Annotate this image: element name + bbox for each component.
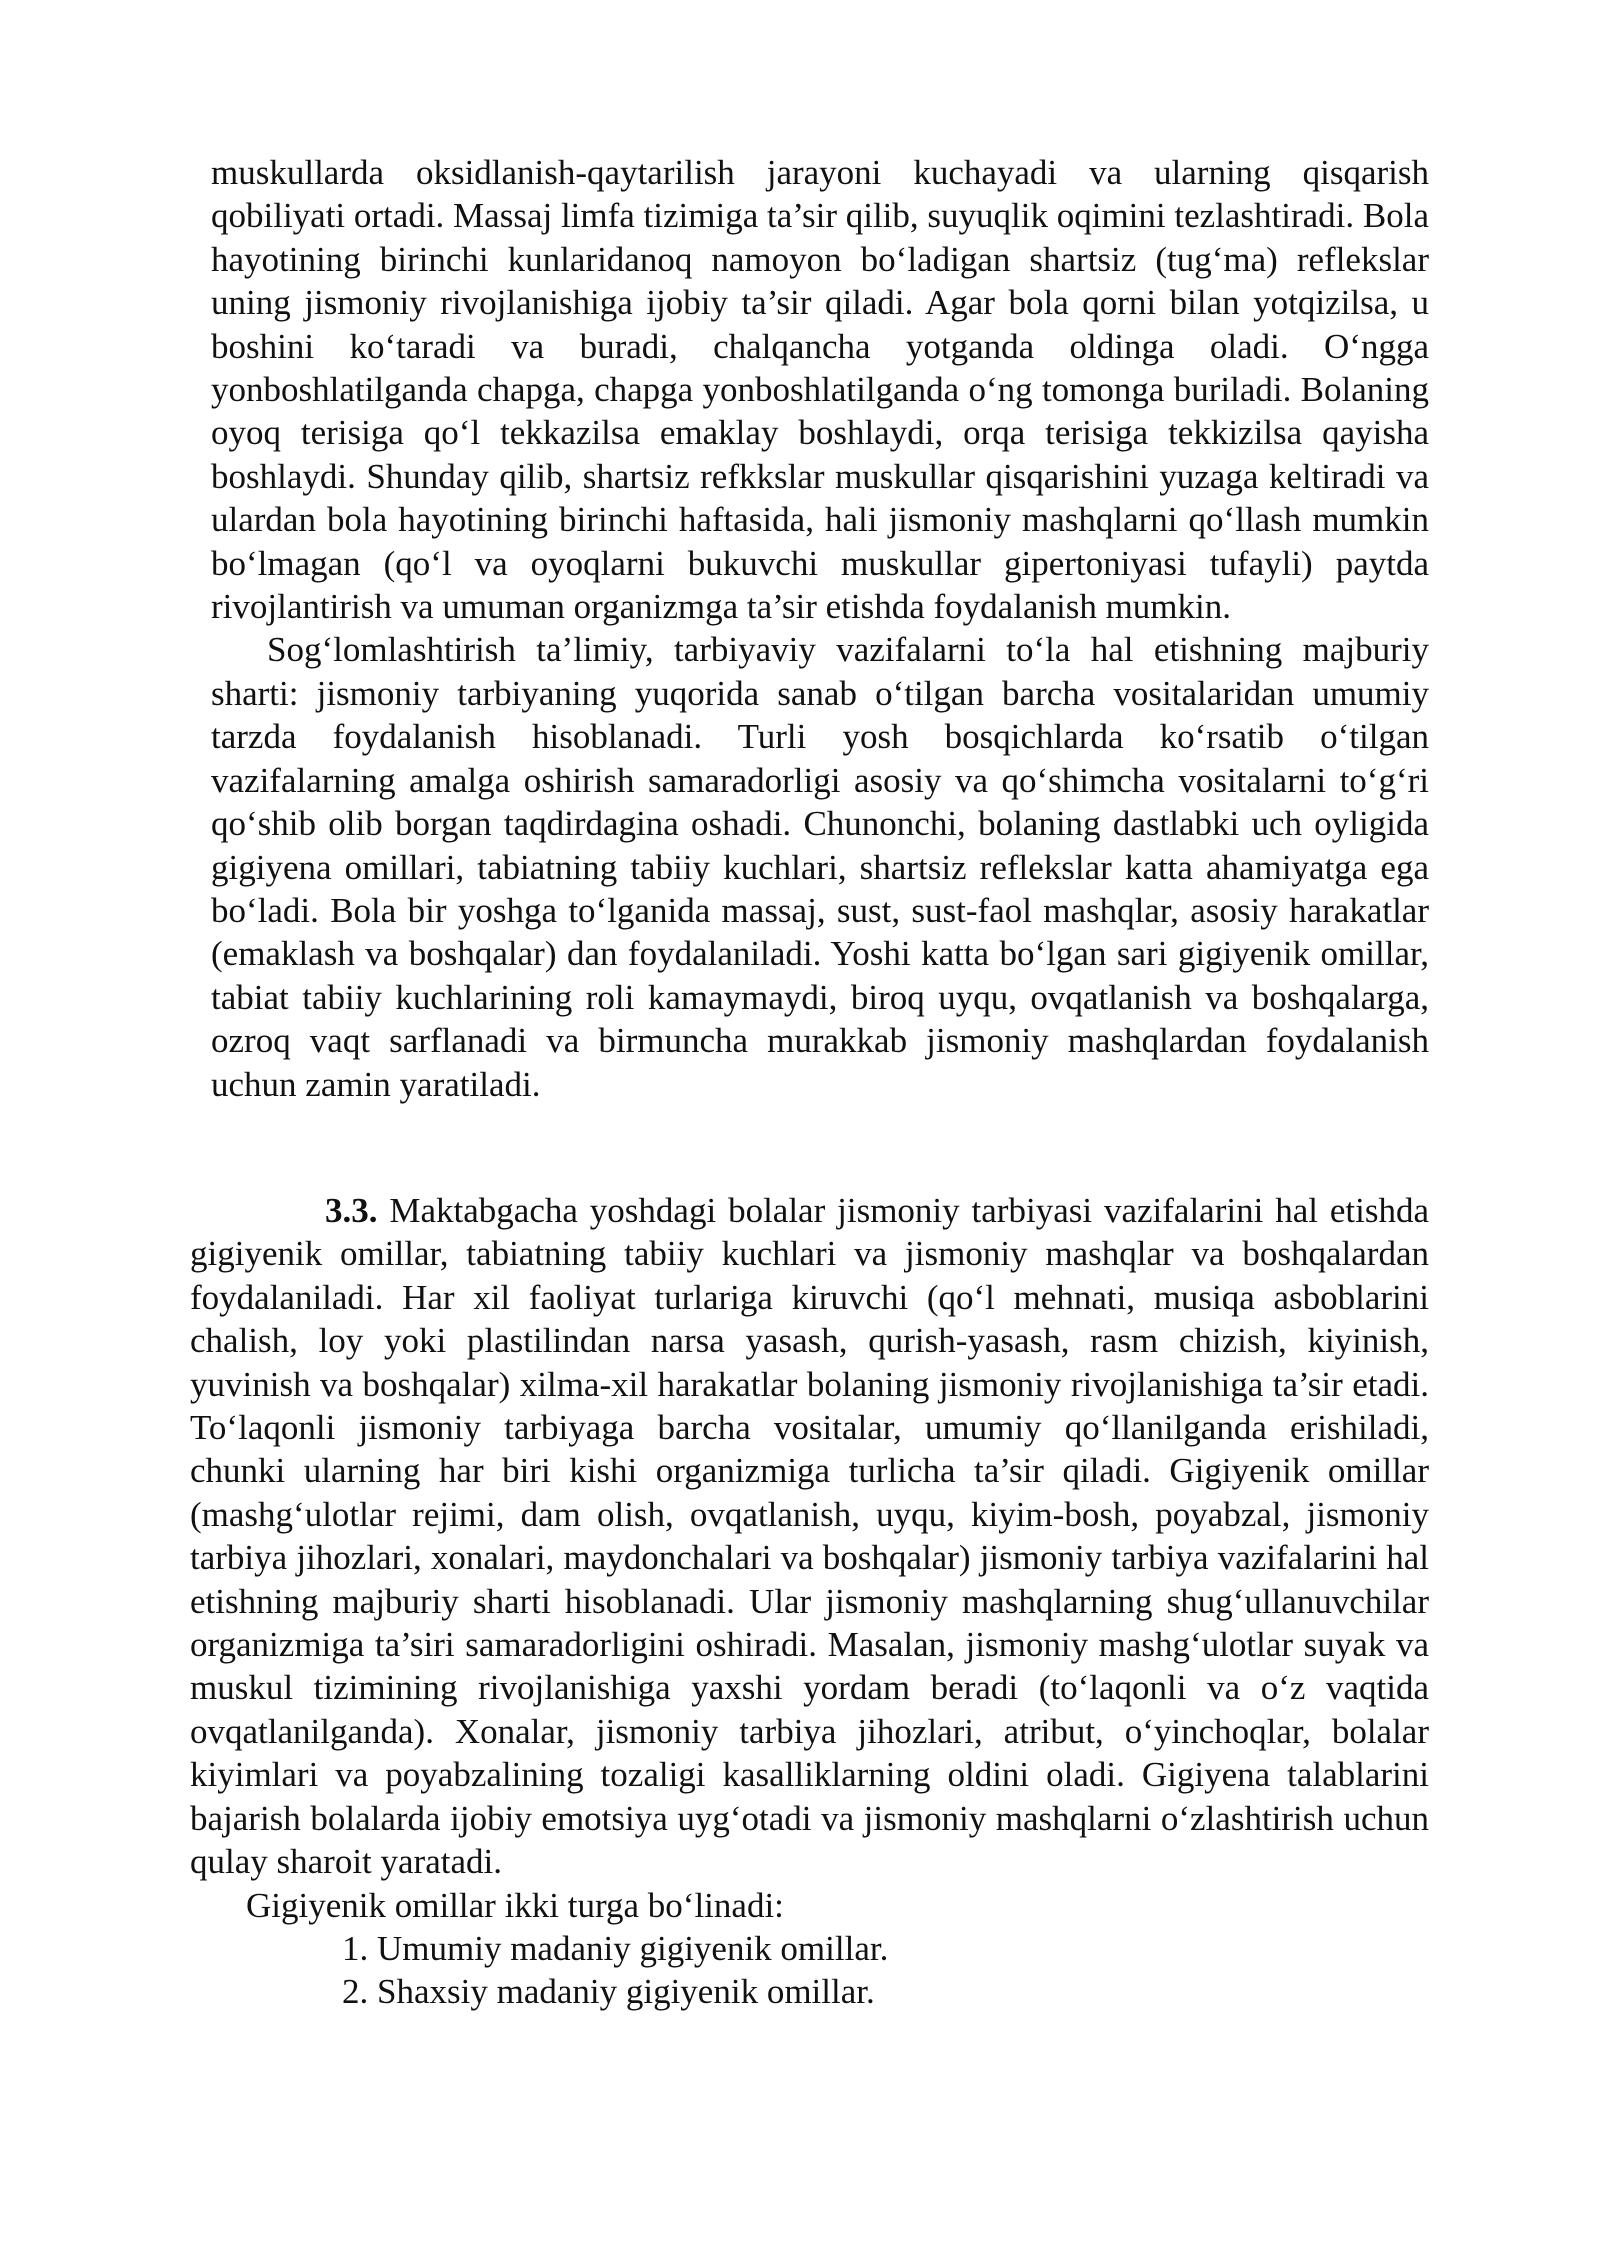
list-item: 2. Shaxsiy madaniy gigiyenik omillar. — [342, 1972, 875, 2012]
section-3-3-block — [190, 1189, 1429, 2014]
paragraph-reflexes: muskullarda oksidlanish-qaytarilish jarayoni kuchayadi va ularning qisqarish qobiliyati ortadi. Massaj limfa tizimiga ta’sir qilib, suyuqlik oqimini tezlashtiradi. Bola hayotining birinchi kunlaridanoq namoyon bo‘ladigan shartsiz (tug‘ma) reflekslar uning jismoniy rivojlanishiga ijobiy ta’sir qiladi. Agar bola qorni bilan yotqizilsa, u boshini ko‘taradi va buradi, chalqancha yotganda oldinga oladi. O‘ngga yonboshlatilganda chapga, chapga yonboshlatilganda o‘ng tomonga buriladi. Bolaning oyoq terisiga qo‘l tekkazilsa emaklay boshlaydi, orqa terisiga tekkizilsa qayisha boshlaydi. Shunday qilib, shartsiz refkkslar muskullar qisqarishini yuzaga keltiradi va ulardan bola hayotining birinchi haftasida, hali jismoniy mashqlarni qo‘llash mumkin bo‘lmagan (qo‘l va oyoqlarni bukuvchi muskullar gipertoniyasi tufayli) paytda rivojlantirish va umuman organizmga ta’sir etishda foydalanish mumkin. — [211, 153, 1430, 627]
list-intro: Gigiyenik omillar ikki turga bo‘linadi: — [246, 1885, 784, 1925]
section-3-3-text: Maktabgacha yoshdagi bolalar jismoniy tarbiyasi vazifalarini hal etishda gigiyenik omillar, tabiatning tabiiy kuchlari va jismoniy mashqlar va boshqalardan foydalaniladi. Har xil faoliyat turlariga kiruvchi (qo‘l mehnati, musiqa asboblarini chalish, loy yoki plastilindan narsa yasash, qurish-yasash, rasm chizish, kiyinish, yuvinish va boshqalar) xilma-xil harakatlar bolaning jismoniy rivojlanishiga ta’sir etadi. To‘laqonli jismoniy tarbiyaga barcha vositalar, umumiy qo‘llanilganda erishiladi, chunki ularning har biri kishi organizmiga turlicha ta’sir qiladi. Gigiyenik omillar (mashg‘ulotlar rejimi, dam olish, ovqatlanish, uyqu, kiyim-bosh, poyabzal, jismoniy tarbiya jihozlari, xonalari, maydonchalari va boshqalar) jismoniy tarbiya vazifalarini hal etishning majburiy sharti hisoblanadi. Ular jismoniy mashqlarning shug‘ullanuvchilar organizmiga ta’siri samaradorligini oshiradi. Masalan, jismoniy mashg‘ulotlar suyak va muskul tizimining rivojlanishiga yaxshi yordam beradi (to‘laqonli va o‘z vaqtida ovqatlanilganda). Xonalar, jismoniy tarbiya jihozlari, atribut, o‘yinchoqlar, bolalar kiyimlari va poyabzalining tozaligi kasalliklarning oldini oladi. Gigiyena talablarini bajarish bolalarda ijobiy emotsiya uyg‘otadi va jismoniy mashqlarni o‘zlashtirish uchun qulay sharoit yaratadi. — [190, 1191, 1429, 1882]
section-number: 3.3. — [325, 1191, 378, 1230]
paragraph-health-tasks: Sog‘lomlashtirish ta’limiy, tarbiyaviy vazifalarni to‘la hal etishning majburiy sharti: jismoniy tarbiyaning yuqorida sanab o‘tilgan barcha vositalaridan umumiy tarzda foydalanish hisoblanadi. Turli yosh bosqichlarda ko‘rsatib o‘tilgan vazifalarning amalga oshirish samaradorligi asosiy va qo‘shimcha vositalarni to‘g‘ri qo‘shib olib borgan taqdirdagina oshadi. Chunonchi, bolaning dastlabki uch oyligida gigiyena omillari, tabiatning tabiiy kuchlari, shartsiz reflekslar katta ahamiyatga ega bo‘ladi. Bola bir yoshga to‘lganida massaj, sust, sust-faol mashqlar, asosiy harakatlar (emaklash va boshqalar) dan foydalaniladi. Yoshi katta bo‘lgan sari gigiyenik omillar, tabiat tabiiy kuchlarining roli kamaymaydi, biroq uyqu, ovqatlanish va boshqalarga, ozroq vaqt sarflanadi va birmuncha murakkab jismoniy mashqlardan foydalanish uchun zamin yaratiladi. — [211, 630, 1429, 1104]
upper-text-block — [211, 151, 1429, 1106]
list-item: 1. Umumiy madaniy gigiyenik omillar. — [342, 1928, 889, 1968]
paragraph-section-3-3 — [190, 1189, 1429, 1884]
